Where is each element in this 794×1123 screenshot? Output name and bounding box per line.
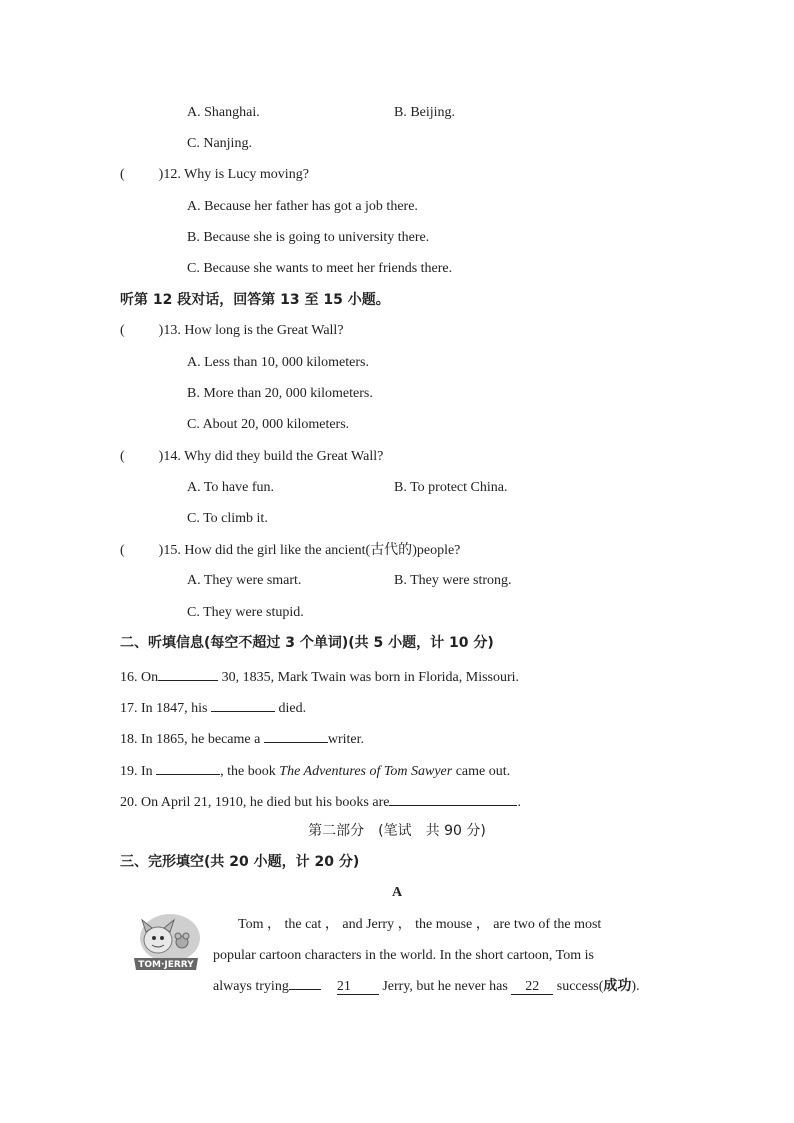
q14-option-b: B. To protect China. — [394, 480, 508, 495]
q14-stem: 14. Why did they build the Great Wall? — [163, 449, 384, 464]
q20-text-b: . — [517, 795, 521, 810]
q15-option-c: C. They were stupid. — [187, 605, 304, 620]
q12-stem: 12. Why is Lucy moving? — [163, 167, 309, 182]
instruction-dialogue-12: 听第 12 段对话，回答第 13 至 15 小题。 — [120, 292, 390, 308]
q16-text-b: 30, 1835, Mark Twain was born in Florida, Missouri. — [218, 670, 520, 685]
q16-blank[interactable] — [158, 666, 218, 681]
q14-option-c: C. To climb it. — [187, 511, 268, 526]
q19-book-title: The Adventures of Tom Sawyer — [279, 764, 453, 779]
cloze-passage — [213, 909, 678, 1002]
q20 — [120, 791, 521, 812]
passage-text-cn: 成功 — [603, 978, 632, 994]
q16 — [120, 666, 519, 687]
q13-question: ( )13. How long is the Great Wall? — [120, 323, 344, 338]
q14-question: ( )14. Why did they build the Great Wall? — [120, 449, 384, 464]
q13-option-c: C. About 20, 000 kilometers. — [187, 417, 350, 432]
passage-text: always trying — [213, 979, 289, 994]
tom-and-jerry-logo — [130, 912, 202, 972]
svg-text:TOM·JERRY: TOM·JERRY — [138, 960, 194, 970]
passage-text: success( — [553, 979, 604, 994]
passage-line-1: Tom ， the cat ， and Jerry ， the mouse ， are two of the most — [238, 917, 602, 932]
q15-stem-cn: 古代的 — [370, 542, 413, 558]
passage-line-3 — [213, 971, 678, 1002]
q13-stem: 13. How long is the Great Wall? — [163, 323, 344, 338]
q19-text-c: came out. — [452, 764, 511, 779]
q12-option-b: B. Because she is going to university there. — [187, 230, 430, 245]
q16-text-a: 16. On — [120, 670, 159, 685]
section-2-heading: 二、听填信息(每空不超过 3 个单词)(共 5 小题，计 10 分) — [120, 635, 494, 651]
answer-paren-open: ( — [120, 167, 125, 182]
passage-text: ). — [631, 979, 640, 994]
q17-text-b: died. — [275, 701, 307, 716]
q15-question: ( )15. How did the girl like the ancient(古代的)people? — [120, 542, 461, 558]
q15-stem-a: 15. How did the girl like the ancient( — [163, 543, 371, 558]
part-2-heading: 第二部分 (笔试 共 90 分) — [308, 823, 486, 839]
q15-option-b: B. They were strong. — [394, 573, 512, 588]
q12-option-a: A. Because her father has got a job there. — [187, 199, 418, 214]
answer-paren-close: ) — [158, 167, 164, 182]
q12-option-c: C. Because she wants to meet her friends there. — [187, 261, 453, 276]
q19-blank[interactable] — [156, 760, 220, 775]
q17 — [120, 697, 306, 718]
blank-22-number: 22 — [525, 979, 540, 994]
q13-option-b: B. More than 20, 000 kilometers. — [187, 386, 373, 401]
passage-text: Jerry, but he never has — [378, 979, 512, 994]
q14-option-a: A. To have fun. — [187, 480, 275, 495]
q12-question — [120, 166, 309, 184]
blank-21-number: 21 — [336, 979, 351, 994]
section-3-heading: 三、完形填空(共 20 小题，计 20 分) — [120, 854, 360, 870]
blank-22[interactable] — [511, 979, 553, 995]
q19 — [120, 760, 510, 781]
blank-21[interactable] — [337, 979, 379, 995]
q13-option-a: A. Less than 10, 000 kilometers. — [187, 355, 369, 370]
q19-text-b: , the book — [220, 764, 280, 779]
q11-option-c: C. Nanjing. — [187, 136, 252, 151]
q15-option-a: A. They were smart. — [187, 573, 302, 588]
q15-stem-b: )people? — [412, 543, 461, 558]
q19-text-a: 19. In — [120, 764, 157, 779]
q20-text-a: 20. On April 21, 1910, he died but his books are — [120, 795, 390, 810]
q18 — [120, 728, 364, 749]
q11-option-a: A. Shanghai. — [187, 105, 260, 120]
q20-blank[interactable] — [389, 791, 517, 806]
q17-blank[interactable] — [211, 697, 275, 712]
q18-text-a: 18. In 1865, he became a — [120, 732, 264, 747]
q11-option-b: B. Beijing. — [394, 105, 456, 120]
q18-text-b: writer. — [327, 732, 364, 747]
passage-label: A — [391, 885, 403, 900]
passage-line-2: popular cartoon characters in the world. In the short cartoon, Tom is — [213, 948, 594, 963]
q18-blank[interactable] — [264, 728, 328, 743]
q17-text-a: 17. In 1847, his — [120, 701, 211, 716]
